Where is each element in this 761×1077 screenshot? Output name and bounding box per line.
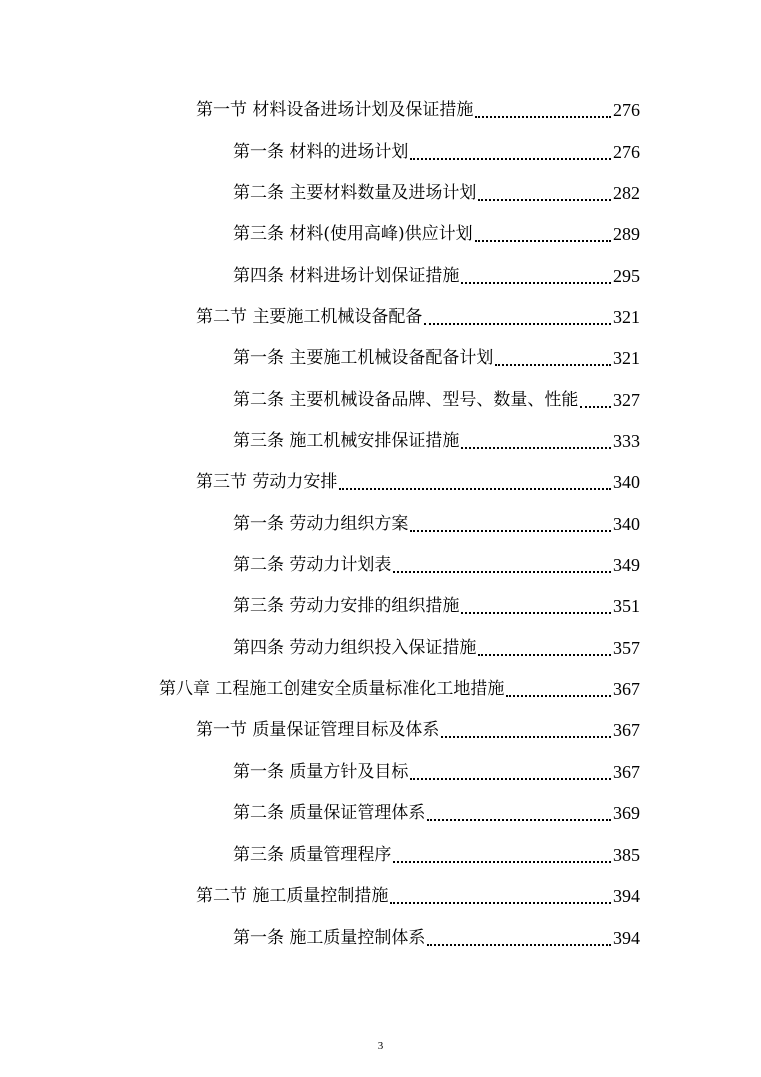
toc-entry[interactable] [233,221,640,247]
toc-entry-page: 394 [613,928,640,948]
dot-leader [478,634,611,656]
toc-entry-title: 第三条 施工机械安排保证措施 [233,431,460,451]
toc-entry-page: 321 [613,348,640,368]
toc-entry[interactable] [196,717,640,743]
toc-entry[interactable] [233,139,640,165]
toc-entry-title: 第二条 主要材料数量及进场计划 [233,183,477,203]
dot-leader [461,427,611,449]
toc-entry-title: 第一条 主要施工机械设备配备计划 [233,348,494,368]
dot-leader [478,179,611,201]
toc-entry-page: 295 [613,266,640,286]
toc-entry-title: 第四条 材料进场计划保证措施 [233,266,460,286]
dot-leader [427,799,611,821]
toc-entry-page: 369 [613,803,640,823]
toc-entry[interactable] [233,428,640,454]
toc-entry-page: 289 [613,224,640,244]
toc-entry-page: 276 [613,100,640,120]
toc-entry[interactable] [233,180,640,206]
toc-entry-title: 第二节 施工质量控制措施 [196,886,389,906]
toc-entry-page: 340 [613,514,640,534]
toc-entry-page: 385 [613,845,640,865]
toc-entry-page: 367 [613,720,640,740]
dot-leader [475,96,611,118]
toc-entry-page: 276 [613,142,640,162]
dot-leader [410,510,611,532]
toc-entry[interactable] [233,800,640,826]
toc-entry[interactable] [233,759,640,785]
dot-leader [475,220,611,242]
toc-entry[interactable] [233,387,640,413]
page-number: 3 [377,1040,384,1052]
toc-entry-title: 第一节 质量保证管理目标及体系 [196,720,440,740]
toc-entry-page: 349 [613,555,640,575]
toc-entry[interactable] [233,842,640,868]
dot-leader [393,841,611,863]
toc-entry-title: 第三条 质量管理程序 [233,845,392,865]
toc-entry-title: 第一条 材料的进场计划 [233,142,409,162]
dot-leader [506,675,611,697]
dot-leader [339,468,611,490]
toc-entry-page: 333 [613,431,640,451]
dot-leader [393,551,611,573]
toc-entry[interactable] [233,263,640,289]
toc-entry[interactable] [196,97,640,123]
dot-leader [461,592,611,614]
toc-entry-page: 357 [613,638,640,658]
dot-leader [427,924,611,946]
toc-entry-title: 第三条 劳动力安排的组织措施 [233,596,460,616]
toc-entry-title: 第八章 工程施工创建安全质量标准化工地措施 [159,679,505,699]
toc-entry-title: 第三条 材料(使用高峰)供应计划 [233,224,473,244]
toc-entry[interactable] [233,345,640,371]
toc-entry-page: 340 [613,472,640,492]
toc-entry-title: 第三节 劳动力安排 [196,472,338,492]
dot-leader [580,386,611,408]
toc-entry-title: 第一条 劳动力组织方案 [233,514,409,534]
toc-entry-page: 367 [613,679,640,699]
toc-entry[interactable] [196,883,640,909]
toc-entry[interactable] [196,469,640,495]
dot-leader [441,716,611,738]
toc-entry-title: 第四条 劳动力组织投入保证措施 [233,638,477,658]
dot-leader [461,262,611,284]
dot-leader [495,344,611,366]
toc-entry-page: 351 [613,596,640,616]
dot-leader [410,758,611,780]
toc-entry[interactable] [159,676,640,702]
toc-entry-page: 282 [613,183,640,203]
toc-entry[interactable] [233,552,640,578]
toc-entry[interactable] [196,304,640,330]
toc-entry[interactable] [233,925,640,951]
toc-entry-title: 第一条 质量方针及目标 [233,762,409,782]
toc-entry[interactable] [233,593,640,619]
toc-entry-title: 第二条 劳动力计划表 [233,555,392,575]
toc-entry-title: 第一节 材料设备进场计划及保证措施 [196,100,474,120]
toc-entry-title: 第二条 主要机械设备品牌、型号、数量、性能 [233,390,579,410]
toc-entry[interactable] [233,635,640,661]
dot-leader [390,882,611,904]
dot-leader [410,138,611,160]
toc-entry[interactable] [233,511,640,537]
toc-entry-title: 第二条 质量保证管理体系 [233,803,426,823]
toc-entry-title: 第一条 施工质量控制体系 [233,928,426,948]
toc-entry-page: 367 [613,762,640,782]
toc-entry-page: 321 [613,307,640,327]
toc-entry-page: 327 [613,390,640,410]
dot-leader [424,303,611,325]
toc-entry-title: 第二节 主要施工机械设备配备 [196,307,423,327]
toc-entry-page: 394 [613,886,640,906]
